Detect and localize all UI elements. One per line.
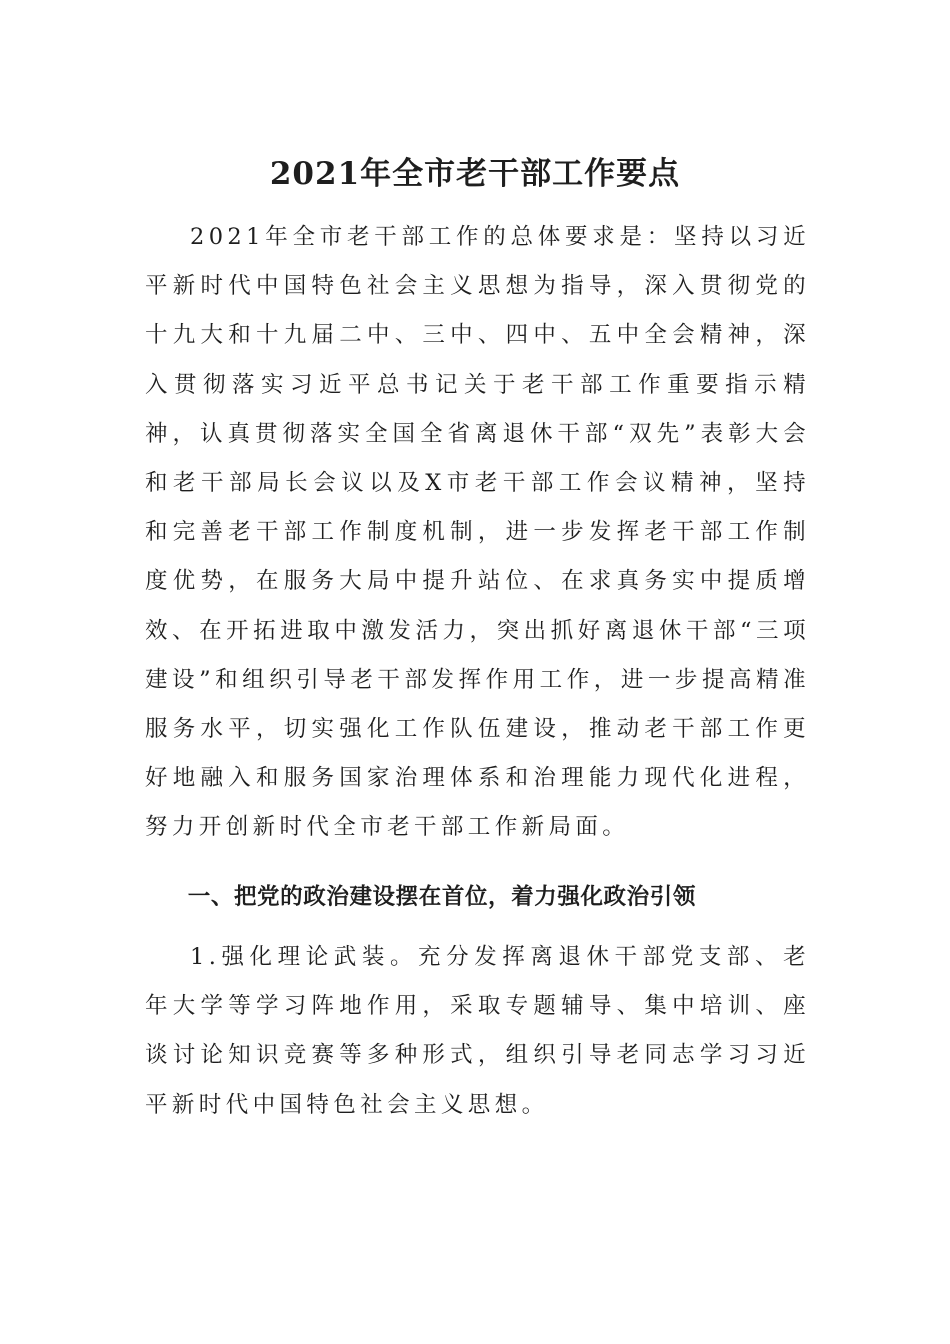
- section-1-heading: 一、把党的政治建设摆在首位，着力强化政治引领: [187, 884, 696, 910]
- document-title: 2021年全市老干部工作要点: [269, 156, 681, 192]
- section-1-item-1: 1.强化理论武装。充分发挥离退休干部党支部、老年大学等学习阵地作用，采取专题辅导、集中培训、座谈讨论知识竞赛等多种形式，组织引导老同志学习习近平新时代中国特色社会主义思想。: [145, 944, 810, 1118]
- intro-paragraph: 2021年全市老干部工作的总体要求是：坚持以习近平新时代中国特色社会主义思想为指导，深入贯彻党的十九大和十九届二中、三中、四中、五中全会精神，深入贯彻落实习近平总书记关于老干部工作重要指示精神，认真贯彻落实全国全省离退休干部“双先”表彰大会和老干部局长会议以及X市老干部工作会议精神，坚持和完善老干部工作制度机制，进一步发挥老干部工作制度优势，在服务大局中提升站位、在求真务实中提质增效、在开拓进取中激发活力，突出抓好离退休干部“三项建设”和组织引导老干部发挥作用工作，进一步提高精准服务水平，切实强化工作队伍建设，推动老干部工作更好地融入和服务国家治理体系和治理能力现代化进程，努力开创新时代全市老干部工作新局面。: [145, 224, 810, 841]
